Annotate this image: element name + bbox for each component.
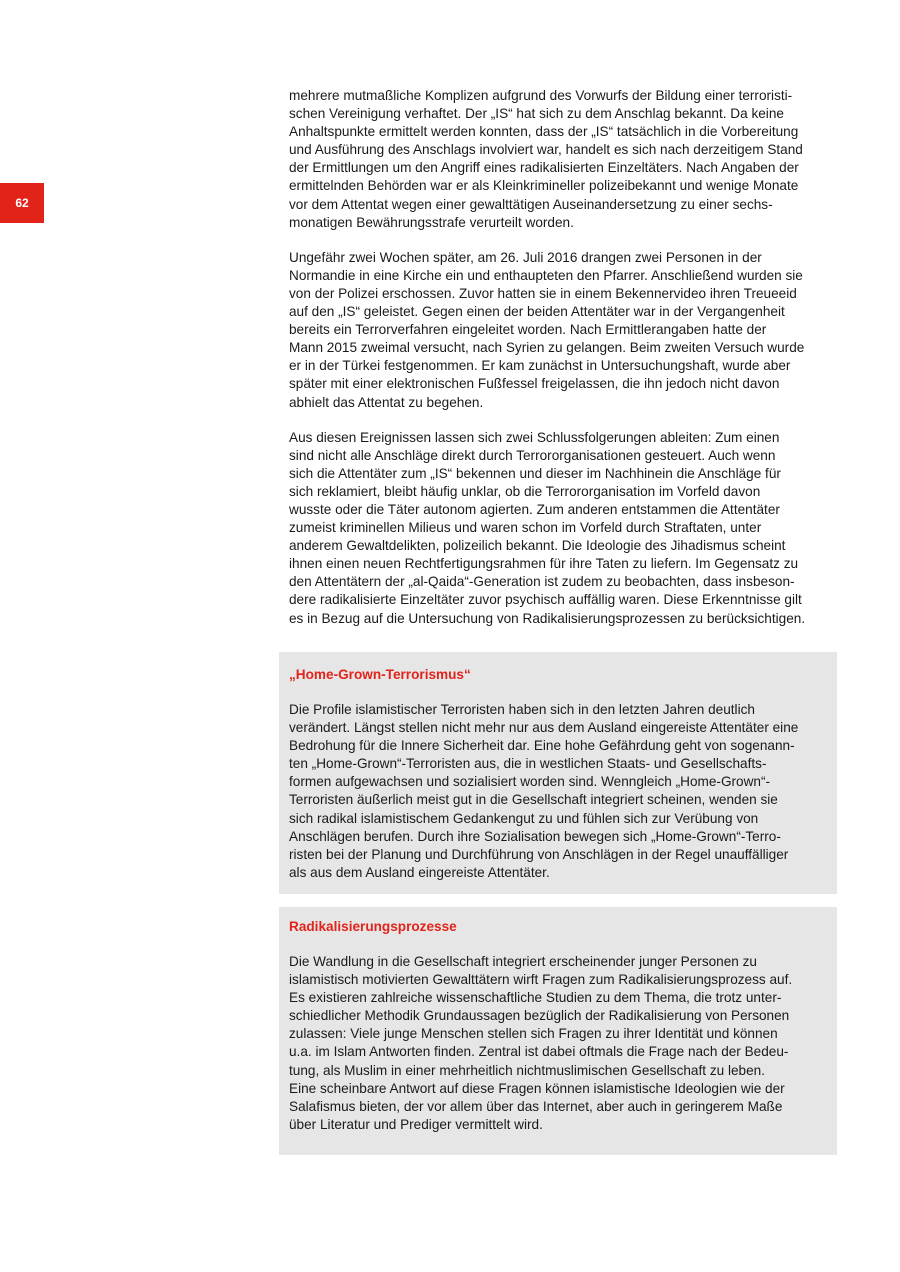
text-line: es in Bezug auf die Untersuchung von Radikalisierungsprozessen zu berücksichtigen.: [289, 610, 806, 626]
text-line: Aus diesen Ereignissen lassen sich zwei Schlussfolgerungen ableiten: Zum einen: [289, 429, 780, 445]
paragraph: [289, 429, 837, 628]
text-line: Es existieren zahlreiche wissenschaftliche Studien zu dem Thema, die trotz unter-: [289, 990, 782, 1006]
text-line: Ungefähr zwei Wochen später, am 26. Juli 2016 drangen zwei Personen in der: [289, 249, 762, 265]
text-line: als aus dem Ausland eingereiste Attentäter.: [289, 864, 550, 880]
text-line: wusste oder die Täter autonom agierten. Zum anderen entstammen die Attentäter: [289, 501, 780, 517]
text-line: vor dem Attentat wegen einer gewalttätigen Auseinandersetzung zu einer sechs-: [289, 196, 773, 212]
text-line: über Literatur und Prediger vermittelt wird.: [289, 1116, 543, 1132]
text-line: zumeist kriminellen Milieus und waren schon im Vorfeld durch Straftaten, unter: [289, 520, 762, 536]
infobox-heading: „Home-Grown-Terrorismus“: [289, 667, 471, 682]
text-line: Anhaltspunkte ermittelt werden konnten, dass der „IS“ tatsächlich in die Vorbereitung: [289, 124, 799, 140]
text-line: er in der Türkei festgenommen. Er kam zunächst in Untersuchungshaft, wurde aber: [289, 358, 791, 374]
infobox-home-grown-terrorism: [279, 652, 837, 894]
text-line: der Ermittlungen um den Angriff eines radikalisierten Einzeltäters. Nach Angaben der: [289, 160, 799, 176]
text-line: tung, als Muslim in einer mehrheitlich nichtmuslimischen Gesellschaft zu leben.: [289, 1062, 765, 1078]
text-line: ermittelnden Behörden war er als Kleinkrimineller polizeibekannt und wenige Monate: [289, 178, 799, 194]
paragraph: [289, 249, 837, 412]
text-line: schen Vereinigung verhaftet. Der „IS“ hat sich zu dem Anschlag bekannt. Da keine: [289, 106, 784, 122]
text-line: abhielt das Attentat zu begehen.: [289, 394, 484, 410]
text-line: sind nicht alle Anschläge direkt durch Terrororganisationen gesteuert. Auch wenn: [289, 447, 776, 463]
text-line: risten bei der Planung und Durchführung von Anschlägen in der Regel unauffälliger: [289, 846, 789, 862]
text-line: sich die Attentäter zum „IS“ bekennen und dieser im Nachhinein die Anschläge für: [289, 465, 781, 481]
text-line: Die Profile islamistischer Terroristen haben sich in den letzten Jahren deutlich: [289, 702, 755, 717]
text-line: schiedlicher Methodik Grundaussagen bezüglich der Radikalisierung von Personen: [289, 1008, 790, 1024]
text-line: anderem Gewaltdelikten, polizeilich bekannt. Die Ideologie des Jihadismus scheint: [289, 538, 786, 554]
paragraph: [289, 87, 837, 232]
text-line: verändert. Längst stellen nicht mehr nur aus dem Ausland eingereiste Attentäter eine: [289, 720, 799, 736]
text-line: mehrere mutmaßliche Komplizen aufgrund des Vorwurfs der Bildung einer terroristi-: [289, 88, 793, 103]
text-line: zulassen: Viele junge Menschen stellen sich Fragen zu ihrer Identität und können: [289, 1026, 778, 1042]
text-line: bereits ein Terrorverfahren eingeleitet worden. Nach Ermittlerangaben hatte der: [289, 322, 767, 338]
body-text: [289, 87, 837, 645]
infobox-body: [289, 701, 827, 882]
text-line: u.a. im Islam Antworten finden. Zentral ist dabei oftmals die Frage nach der Bedeu-: [289, 1044, 789, 1060]
text-line: dere radikalisierte Einzeltäter zuvor psychisch auffällig waren. Diese Erkenntnisse gilt: [289, 592, 802, 608]
text-line: Normandie in eine Kirche ein und enthaupteten den Pfarrer. Anschließend wurden sie: [289, 267, 803, 283]
text-line: von der Polizei erschossen. Zuvor hatten sie in einem Bekennervideo ihren Treueeid: [289, 285, 797, 301]
text-line: islamistisch motivierten Gewalttätern wirft Fragen zum Radikalisierungsprozess auf.: [289, 972, 793, 988]
text-line: Terroristen äußerlich meist gut in die Gesellschaft integriert scheinen, wenden sie: [289, 792, 778, 808]
text-line: Eine scheinbare Antwort auf diese Fragen können islamistische Ideologien wie der: [289, 1080, 785, 1096]
text-line: monatigen Bewährungsstrafe verurteilt worden.: [289, 214, 574, 230]
text-line: Anschlägen berufen. Durch ihre Sozialisation bewegen sich „Home-Grown“-Terro-: [289, 828, 781, 844]
text-line: den Attentätern der „al-Qaida“-Generation ist zudem zu beobachten, dass insbeson-: [289, 574, 795, 590]
infobox-body: [289, 953, 827, 1134]
text-line: sich reklamiert, bleibt häufig unklar, ob die Terrororganisation im Vorfeld davon: [289, 483, 761, 499]
text-line: formen aufgewachsen und sozialisiert worden sind. Wenngleich „Home-Grown“-: [289, 774, 771, 790]
page-number: 62: [0, 183, 44, 223]
text-line: ten „Home-Grown“-Terroristen aus, die in westlichen Staats- und Gesellschafts-: [289, 756, 767, 772]
text-line: später mit einer elektronischen Fußfessel freigelassen, die ihn jedoch nicht davon: [289, 376, 780, 392]
text-line: Bedrohung für die Innere Sicherheit dar. Eine hohe Gefährdung geht von sogenann-: [289, 738, 795, 754]
text-line: auf den „IS“ geleistet. Gegen einen der beiden Attentäter war in der Vergangenheit: [289, 304, 785, 320]
text-line: Die Wandlung in die Gesellschaft integriert erscheinender junger Personen zu: [289, 954, 757, 969]
text-line: ihnen einen neuen Rechtfertigungsrahmen für ihre Taten zu liefern. Im Gegensatz zu: [289, 556, 799, 572]
text-line: sich radikal islamistischem Gedankengut zu und fühlen sich zur Verübung von: [289, 810, 759, 826]
infobox-heading: Radikalisierungsprozesse: [289, 919, 457, 934]
text-line: Mann 2015 zweimal versucht, nach Syrien zu gelangen. Beim zweiten Versuch wurde: [289, 340, 805, 356]
text-line: Salafismus bieten, der vor allem über das Internet, aber auch in geringerem Maße: [289, 1098, 783, 1114]
infobox-radicalization-processes: [279, 907, 837, 1155]
text-line: und Ausführung des Anschlags involviert war, handelt es sich nach derzeitigem Stand: [289, 142, 803, 158]
